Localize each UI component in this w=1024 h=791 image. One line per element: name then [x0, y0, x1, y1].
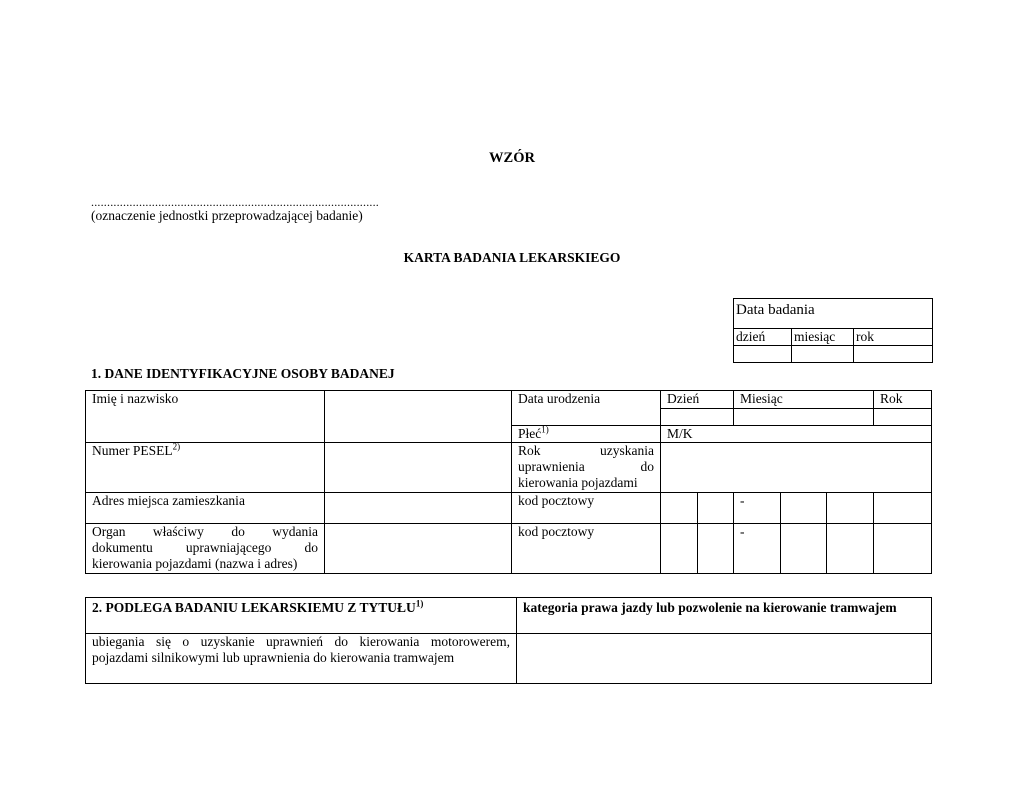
exam-date-year-field[interactable] — [854, 346, 933, 363]
name-label: Imię i nazwisko — [86, 391, 325, 443]
organ-postal-digit-5[interactable] — [874, 524, 932, 574]
organ-postal-digit-4[interactable] — [827, 524, 874, 574]
postal-digit-1[interactable] — [661, 493, 698, 524]
organ-field[interactable] — [325, 524, 512, 574]
postal-digit-3[interactable] — [781, 493, 827, 524]
unit-caption: (oznaczenie jednostki przeprowadzającej badanie) — [91, 208, 363, 223]
organ-label: Organ właściwy do wydania dokumentu uprawniającego do kierowania pojazdami (nazwa i adres) — [86, 524, 325, 574]
birth-day-field[interactable] — [661, 409, 734, 426]
organ-postal-digit-1[interactable] — [661, 524, 698, 574]
exam-date-month-label: miesiąc — [792, 329, 854, 346]
exam-date-day-field[interactable] — [734, 346, 792, 363]
license-category-field[interactable] — [517, 634, 932, 684]
exam-date-year-label: rok — [854, 329, 933, 346]
identification-table — [85, 390, 932, 574]
exam-date-month-field[interactable] — [792, 346, 854, 363]
section1-title: 1. DANE IDENTYFIKACYJNE OSOBY BADANEJ — [91, 366, 395, 381]
address-field[interactable] — [325, 493, 512, 524]
birth-date-label: Data urodzenia — [512, 391, 661, 426]
license-year-label: Rok uzyskania uprawnienia do kierowania pojazdami — [512, 443, 661, 493]
organ-postal-digit-3[interactable] — [781, 524, 827, 574]
pesel-field[interactable] — [325, 443, 512, 493]
sex-label: Płeć$^{1)}$ — [512, 426, 661, 443]
birth-year-label: Rok — [874, 391, 932, 409]
form-template-label: WZÓR — [489, 150, 535, 166]
postal-digit-4[interactable] — [827, 493, 874, 524]
postal-dash: - — [734, 493, 781, 524]
sex-value[interactable]: M/K — [661, 426, 932, 443]
birth-year-field[interactable] — [874, 409, 932, 426]
postal-code-label: kod pocztowy — [512, 493, 661, 524]
postal-digit-2[interactable] — [698, 493, 734, 524]
license-year-field[interactable] — [661, 443, 932, 493]
exam-reason: ubiegania się o uzyskanie uprawnień do kierowania motorowerem, pojazdami silnikowymi lub uprawnienia do kierowania tramwajem — [86, 634, 517, 684]
unit-dotted-line[interactable]: .......................................................................................... — [91, 195, 379, 209]
organ-postal-code-label: kod pocztowy — [512, 524, 661, 574]
organ-postal-dash: - — [734, 524, 781, 574]
address-label: Adres miejsca zamieszkania — [86, 493, 325, 524]
section2-title: 2. PODLEGA BADANIU LEKARSKIEMU Z TYTUŁU$^{1)}$ — [86, 598, 517, 634]
birth-month-label: Miesiąc — [734, 391, 874, 409]
pesel-label: Numer PESEL$^{2)}$ — [86, 443, 325, 493]
organ-postal-digit-2[interactable] — [698, 524, 734, 574]
license-category-header: kategoria prawa jazdy lub pozwolenie na kierowanie tramwajem — [517, 598, 932, 634]
exam-date-table — [733, 298, 933, 363]
birth-day-label: Dzień — [661, 391, 734, 409]
postal-digit-5[interactable] — [874, 493, 932, 524]
exam-date-day-label: dzień — [734, 329, 792, 346]
exam-date-label: Data badania — [734, 299, 933, 329]
section2-table — [85, 597, 932, 684]
name-field[interactable] — [325, 391, 512, 443]
birth-month-field[interactable] — [734, 409, 874, 426]
card-title: KARTA BADANIA LEKARSKIEGO — [403, 250, 621, 265]
